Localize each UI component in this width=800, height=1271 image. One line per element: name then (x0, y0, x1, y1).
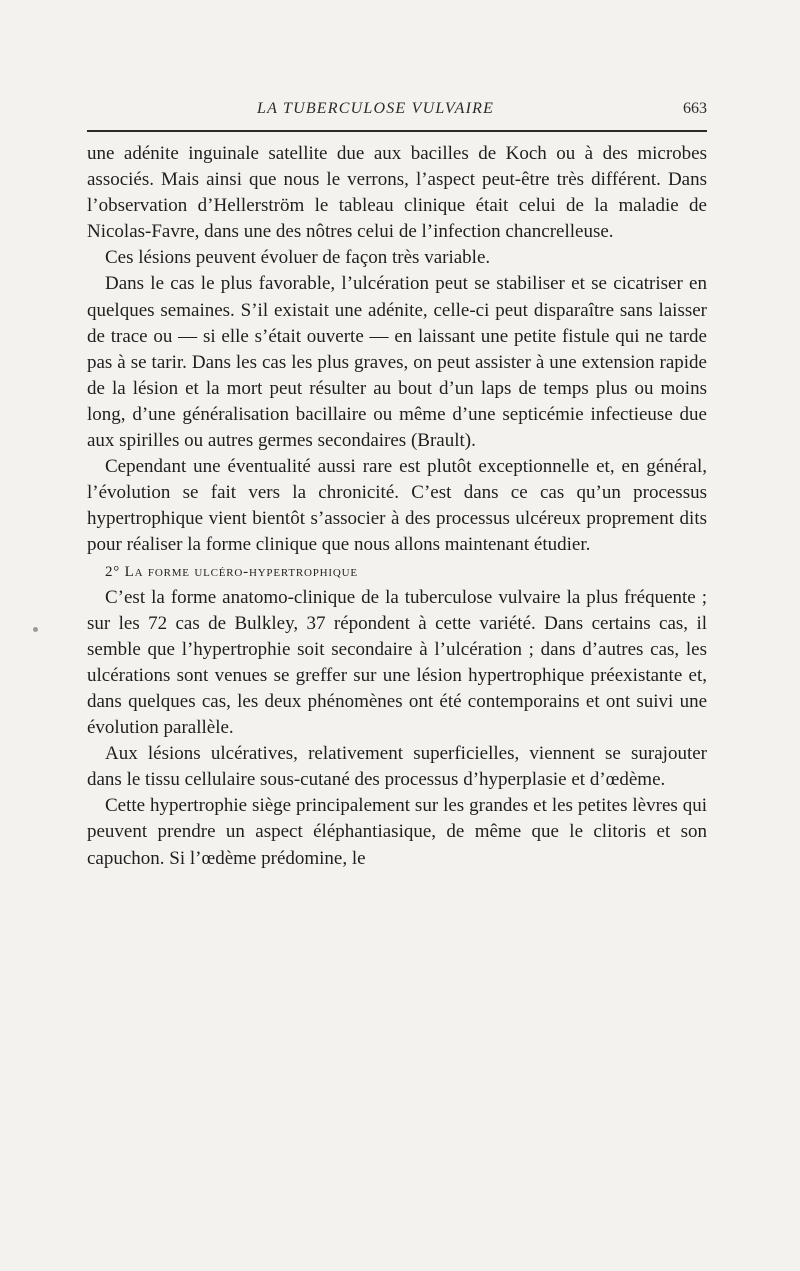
page-header (87, 100, 707, 126)
paragraph: C’est la forme anatomo-clinique de la tuberculose vulvaire la plus fréquente ; sur les 72 cas de Bulkley, 37 répondent à cette variété. Dans certains cas, il semble que l’hypertrophie soit secondaire à l’ulcération ; dans d’autres cas, les ulcérations sont venues se greffer sur une lésion hypertrophique préexistante et, dans quelques cas, les deux phénomènes ont été contemporains et ont suivi une évolution parallèle. (87, 586, 707, 739)
paragraph: Ces lésions peuvent évoluer de façon très variable. (105, 247, 491, 269)
paragraph: une adénite inguinale satellite due aux bacilles de Koch ou à des microbes associés. Mais ainsi que nous le verrons, l’aspect peut-être très différent. Dans l’observation d’Hellerström le tableau clinique était celui de la maladie de Nicolas-Favre, dans une des nôtres celui de l’infection chancrelleuse. (87, 143, 707, 243)
paragraph: Aux lésions ulcératives, relativement superficielles, viennent se surajouter dans le tissu cellulaire sous-cutané des processus d’hyperplasie et d’œdème. (87, 743, 707, 791)
running-title: LA TUBERCULOSE VULVAIRE (257, 100, 495, 117)
header-rule (87, 130, 707, 132)
body-text (87, 141, 707, 872)
section-heading: 2° La forme ulcéro-hypertrophique (105, 563, 358, 580)
page-number: 663 (683, 100, 707, 117)
margin-dot (33, 627, 38, 632)
paragraph: Cependant une éventualité aussi rare est plutôt exceptionnelle et, en général, l’évolution se fait vers la chronicité. C’est dans ce cas qu’un processus hypertrophique vient bientôt s’associer à des processus ulcéreux proprement dits pour réaliser la forme clinique que nous allons maintenant étudier. (87, 456, 707, 556)
paragraph: Dans le cas le plus favorable, l’ulcération peut se stabiliser et se cicatriser en quelques semaines. S’il existait une adénite, celle-ci peut disparaître sans laisser de trace ou — si elle s’était ouverte — en laissant une petite fistule qui ne tarde pas à se tarir. Dans les cas les plus graves, on peut assister à une extension rapide de la lésion et la mort peut résulter au bout d’un laps de temps plus ou moins long, d’une généralisation bacillaire ou même d’une septicémie infectieuse due aux spirilles ou autres germes secondaires (Brault). (87, 273, 707, 452)
paragraph: Cette hypertrophie siège principalement sur les grandes et les petites lèvres qui peuvent prendre un aspect éléphantiasique, de même que le clitoris et son capuchon. Si l’œdème prédomine, le (87, 795, 707, 869)
